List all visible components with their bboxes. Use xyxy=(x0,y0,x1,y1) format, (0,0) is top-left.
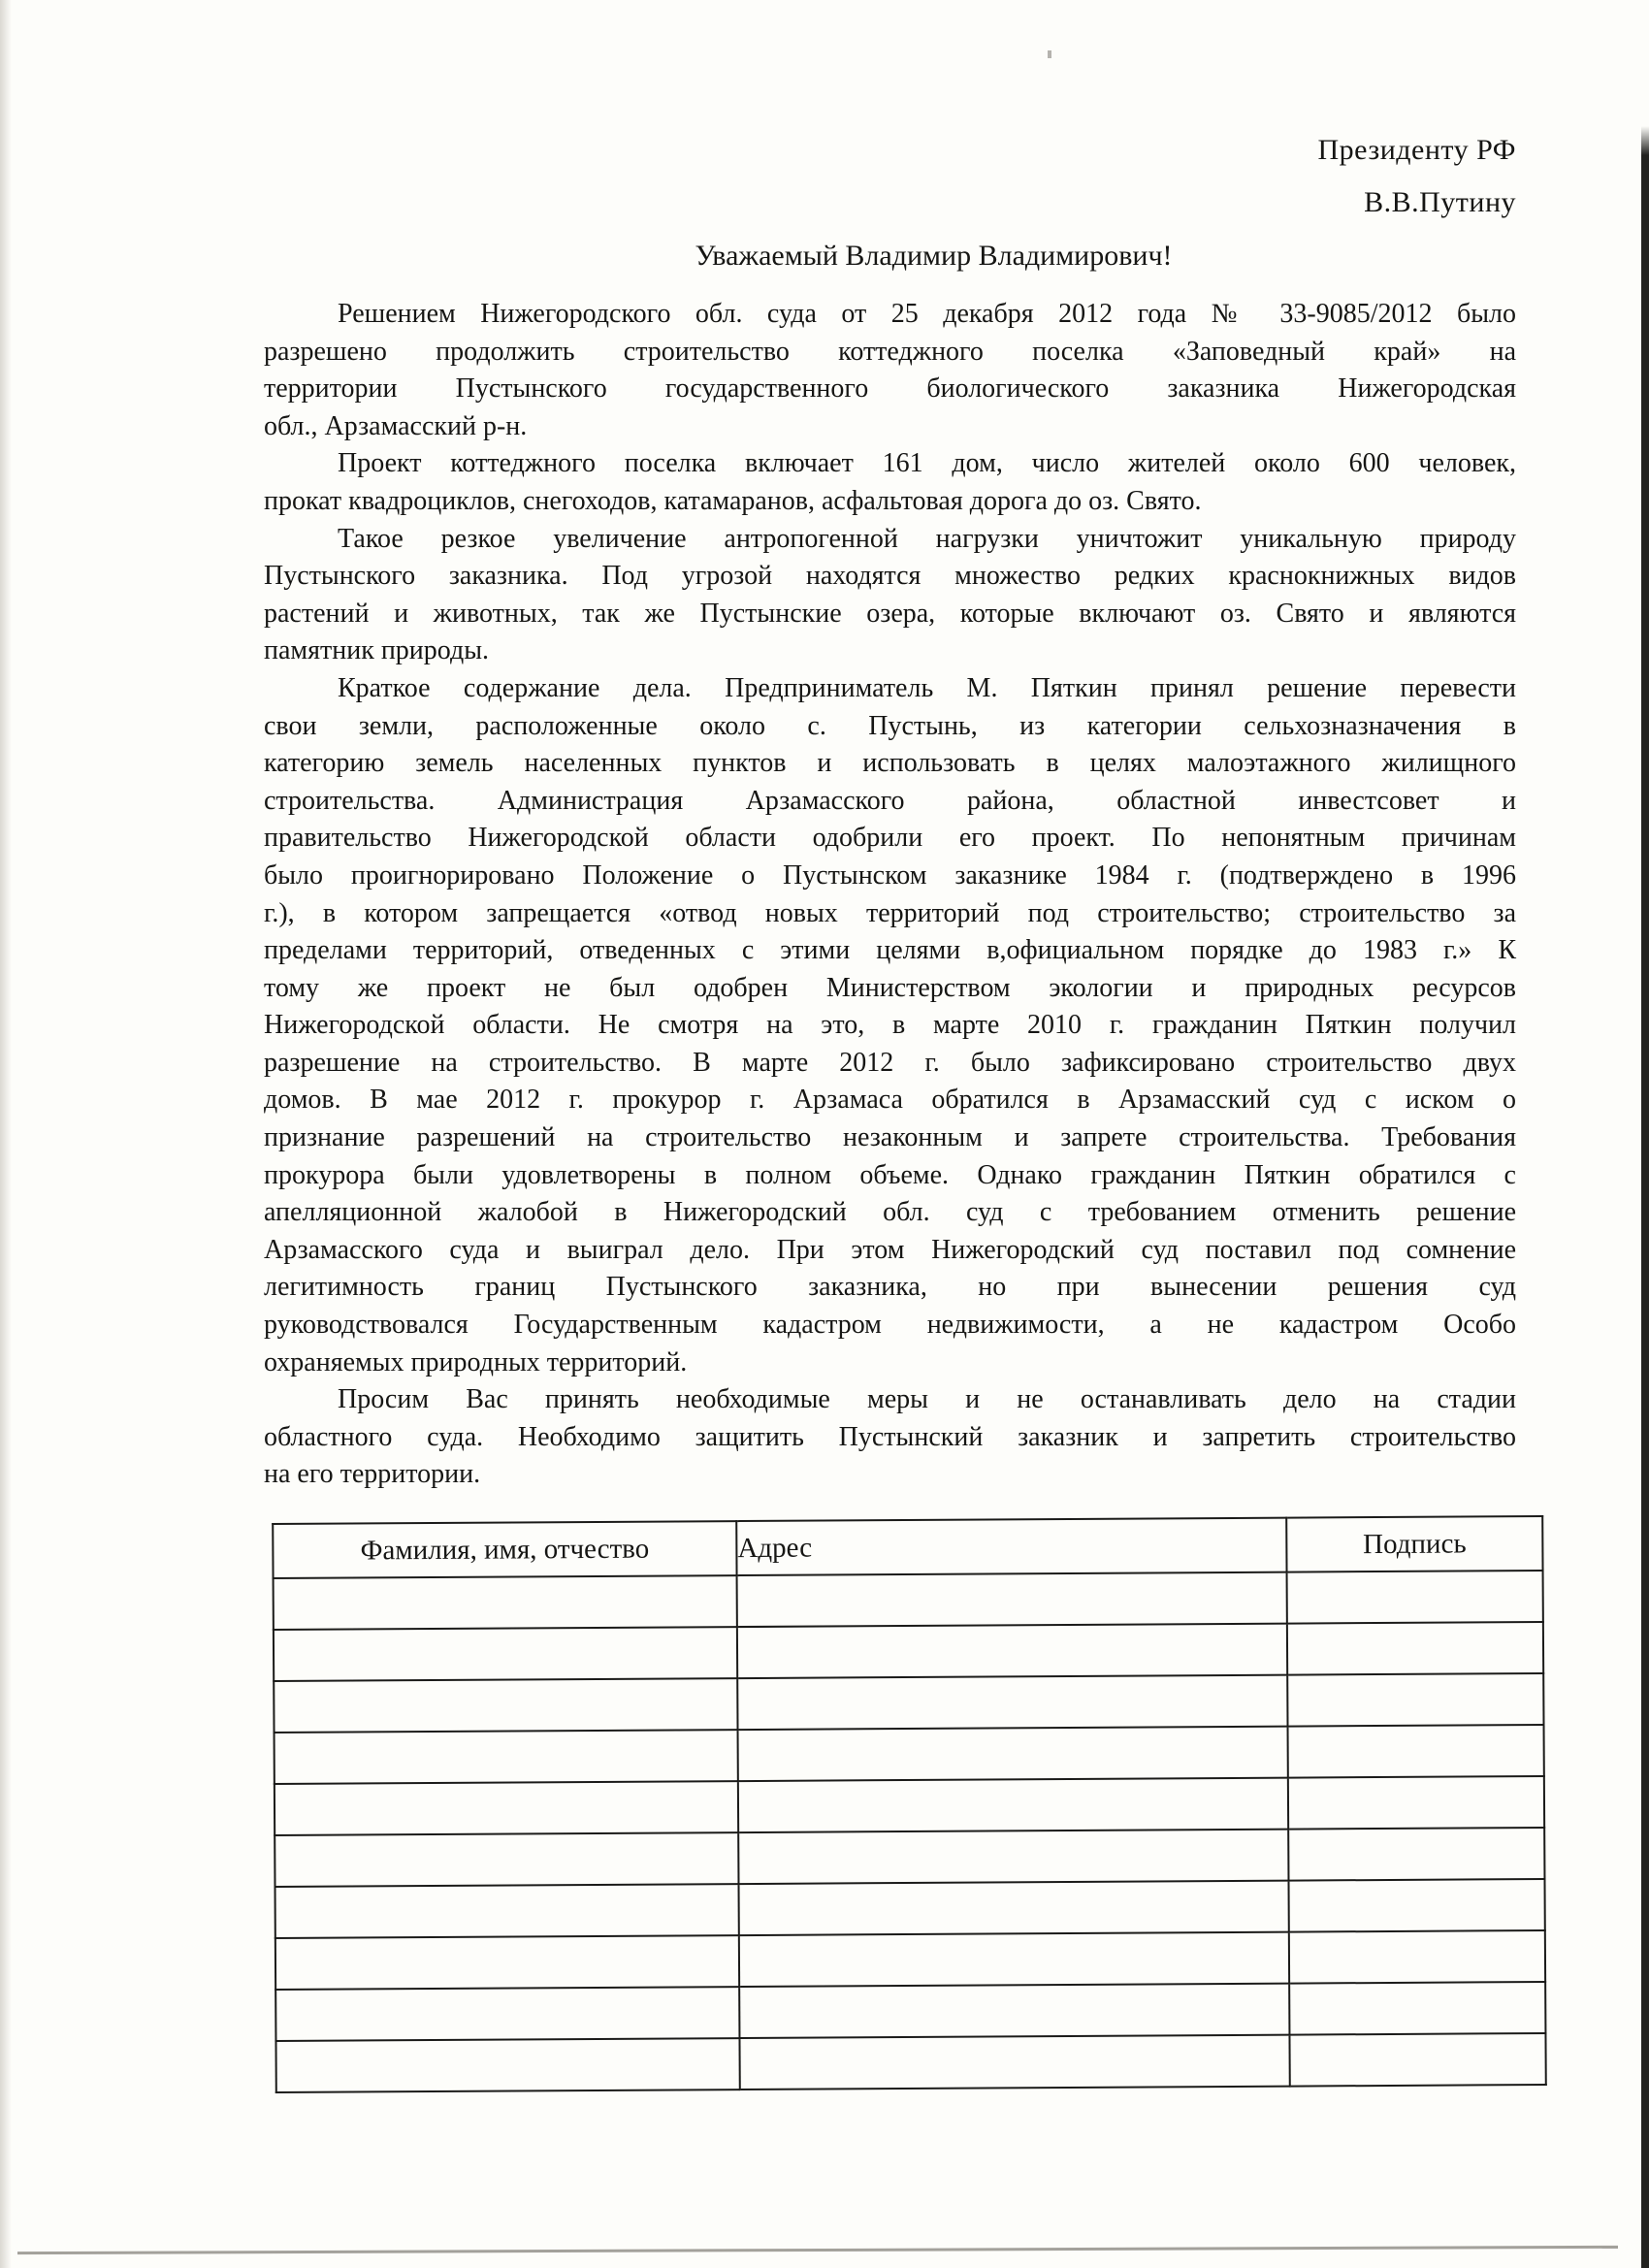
scan-noise-dot xyxy=(1048,50,1051,58)
full-name-cell xyxy=(275,1884,739,1938)
signature-cell xyxy=(1287,1622,1543,1675)
signature-row xyxy=(274,1622,1543,1681)
address-cell xyxy=(738,1778,1288,1832)
signature-row xyxy=(274,1571,1543,1630)
signature-cell xyxy=(1289,1982,1545,2035)
signature-table xyxy=(272,1515,1545,2093)
column-header-full-name: Фамилия, имя, отчество xyxy=(273,1521,736,1578)
full-name-cell xyxy=(274,1575,737,1630)
signature-cell xyxy=(1288,1776,1544,1830)
address-cell xyxy=(738,1881,1288,1935)
full-name-cell xyxy=(275,2038,739,2092)
address-cell xyxy=(739,1932,1289,1987)
paragraph-line: Арзамасского суда и выиграл дело. При этом Нижегородский суд поставил под сомнение xyxy=(264,1234,1516,1265)
full-name-cell xyxy=(275,1730,738,1784)
column-header-address: Адрес xyxy=(736,1518,1286,1575)
paragraph-line: Просим Вас принять необходимые меры и не останавливать дело на стадии xyxy=(338,1384,1516,1415)
paragraph-line: разрешение на строительство. В марте 2012 г. было зафиксировано строительство двух xyxy=(264,1047,1516,1078)
signature-row xyxy=(275,1828,1544,1887)
recipient-line-1: Президенту РФ xyxy=(1317,134,1516,166)
column-header-signature: Подпись xyxy=(1286,1516,1542,1572)
recipient-line-2: В.В.Путину xyxy=(1364,186,1516,218)
full-name-cell xyxy=(274,1678,737,1733)
paragraph-line: признание разрешений на строительство незаконным и запрете строительства. Требования xyxy=(264,1122,1516,1153)
signature-cell xyxy=(1289,2033,1545,2087)
signature-row xyxy=(274,1673,1543,1733)
address-cell xyxy=(737,1572,1287,1627)
paragraph-line: было проигнорировано Положение о Пустынском заказнике 1984 г. (подтверждено в 1996 xyxy=(264,859,1516,891)
paragraph-line: правительство Нижегородской области одобрили его проект. По непонятным причинам xyxy=(264,823,1516,854)
paragraph-line: легитимность границ Пустынского заказника, но при вынесении решения суд xyxy=(264,1272,1516,1303)
signature-cell xyxy=(1288,1879,1544,1932)
paragraph-line: прокат квадроциклов, снегоходов, катамаранов, асфальтовая дорога до оз. Свято. xyxy=(264,485,1202,516)
paragraph-line: апелляционной жалобой в Нижегородский обл. суд с требованием отменить решение xyxy=(264,1197,1516,1228)
salutation: Уважаемый Владимир Владимирович! xyxy=(695,240,1173,272)
full-name-cell xyxy=(275,1935,739,1990)
scan-bottom-line-artifact xyxy=(17,2246,1618,2254)
paragraph-line: руководствовался Государственным кадастром недвижимости, а не кадастром Особо xyxy=(264,1310,1516,1341)
paragraph-line: разрешено продолжить строительство коттеджного поселка «Заповедный край» на xyxy=(264,336,1516,367)
paragraph-line: свои земли, расположенные около с. Пустынь, из категории сельхозназначения в xyxy=(264,710,1516,741)
signature-table-header-row xyxy=(273,1516,1542,1578)
signature-row xyxy=(275,2033,1545,2092)
paragraph-line: категорию земель населенных пунктов и использовать в целях малоэтажного жилищного xyxy=(264,748,1516,779)
signature-cell xyxy=(1288,1725,1544,1778)
paragraph-line: Проект коттеджного поселка включает 161 дом, число жителей около 600 человек, xyxy=(338,448,1516,479)
paragraph-line: территории Пустынского государственного биологического заказника Нижегородская xyxy=(264,373,1516,405)
paragraph-line: г.), в котором запрещается «отвод новых территорий под строительство; строительство за xyxy=(264,897,1516,928)
signature-cell xyxy=(1288,1828,1544,1881)
paragraph-line: Нижегородской области. Не смотря на это, в марте 2010 г. гражданин Пяткин получил xyxy=(264,1010,1516,1041)
paragraph-line: памятник природы. xyxy=(264,635,490,666)
signature-cell xyxy=(1287,1673,1543,1727)
signature-cell xyxy=(1287,1571,1543,1624)
paragraph-line: Пустынского заказника. Под угрозой находятся множество редких краснокнижных видов xyxy=(264,561,1516,592)
signature-cell xyxy=(1289,1930,1545,1984)
address-cell xyxy=(738,1830,1288,1884)
signature-table-grid xyxy=(272,1515,1547,2093)
address-cell xyxy=(739,1984,1289,2038)
address-cell xyxy=(739,2035,1289,2090)
full-name-cell xyxy=(274,1627,737,1681)
paragraph-line: на его территории. xyxy=(264,1459,481,1490)
full-name-cell xyxy=(275,1987,739,2041)
paragraph-line: охраняемых природных территорий. xyxy=(264,1346,688,1377)
paragraph-line: Такое резкое увеличение антропогенной нагрузки уничтожит уникальную природу xyxy=(338,523,1516,554)
paragraph-line: Краткое содержание дела. Предприниматель М. Пяткин принял решение перевести xyxy=(338,672,1516,703)
scan-right-edge-artifact xyxy=(1641,126,1649,2268)
scan-left-edge-artifact xyxy=(0,0,12,2268)
paragraph-line: прокурора были удовлетворены в полном объеме. Однако гражданин Пяткин обратился с xyxy=(264,1159,1516,1190)
full-name-cell xyxy=(275,1832,738,1887)
paragraph-line: тому же проект не был одобрен Министерством экологии и природных ресурсов xyxy=(264,972,1516,1003)
signature-row xyxy=(275,1930,1545,1990)
full-name-cell xyxy=(275,1781,738,1835)
paragraph-line: областного суда. Необходимо защитить Пустынский заказник и запретить строительство xyxy=(264,1421,1516,1452)
recipient-block xyxy=(1318,124,1516,229)
signature-row xyxy=(275,1982,1545,2041)
address-cell xyxy=(738,1727,1288,1781)
address-cell xyxy=(737,1675,1287,1730)
paragraph-line: растений и животных, так же Пустынские озера, которые включают оз. Свято и являются xyxy=(264,598,1516,629)
letter-body xyxy=(264,296,1516,1494)
paragraph-line: домов. В мае 2012 г. прокурор г. Арзамаса обратился в Арзамасский суд с иском о xyxy=(264,1085,1516,1116)
signature-row xyxy=(275,1879,1545,1938)
paragraph-line: строительства. Администрация Арзамасского района, областной инвестсовет и xyxy=(264,785,1516,816)
paragraph-line: Решением Нижегородского обл. суда от 25 декабря 2012 года № 33-9085/2012 было xyxy=(338,299,1516,329)
paragraph-line: обл., Арзамасский р-н. xyxy=(264,410,528,441)
paragraph-line: пределами территорий, отведенных с этими целями в,официальном порядке до 1983 г.» К xyxy=(264,935,1516,966)
signature-row xyxy=(275,1776,1544,1835)
address-cell xyxy=(737,1624,1287,1678)
signature-rows xyxy=(274,1571,1546,2092)
signature-row xyxy=(275,1725,1544,1784)
